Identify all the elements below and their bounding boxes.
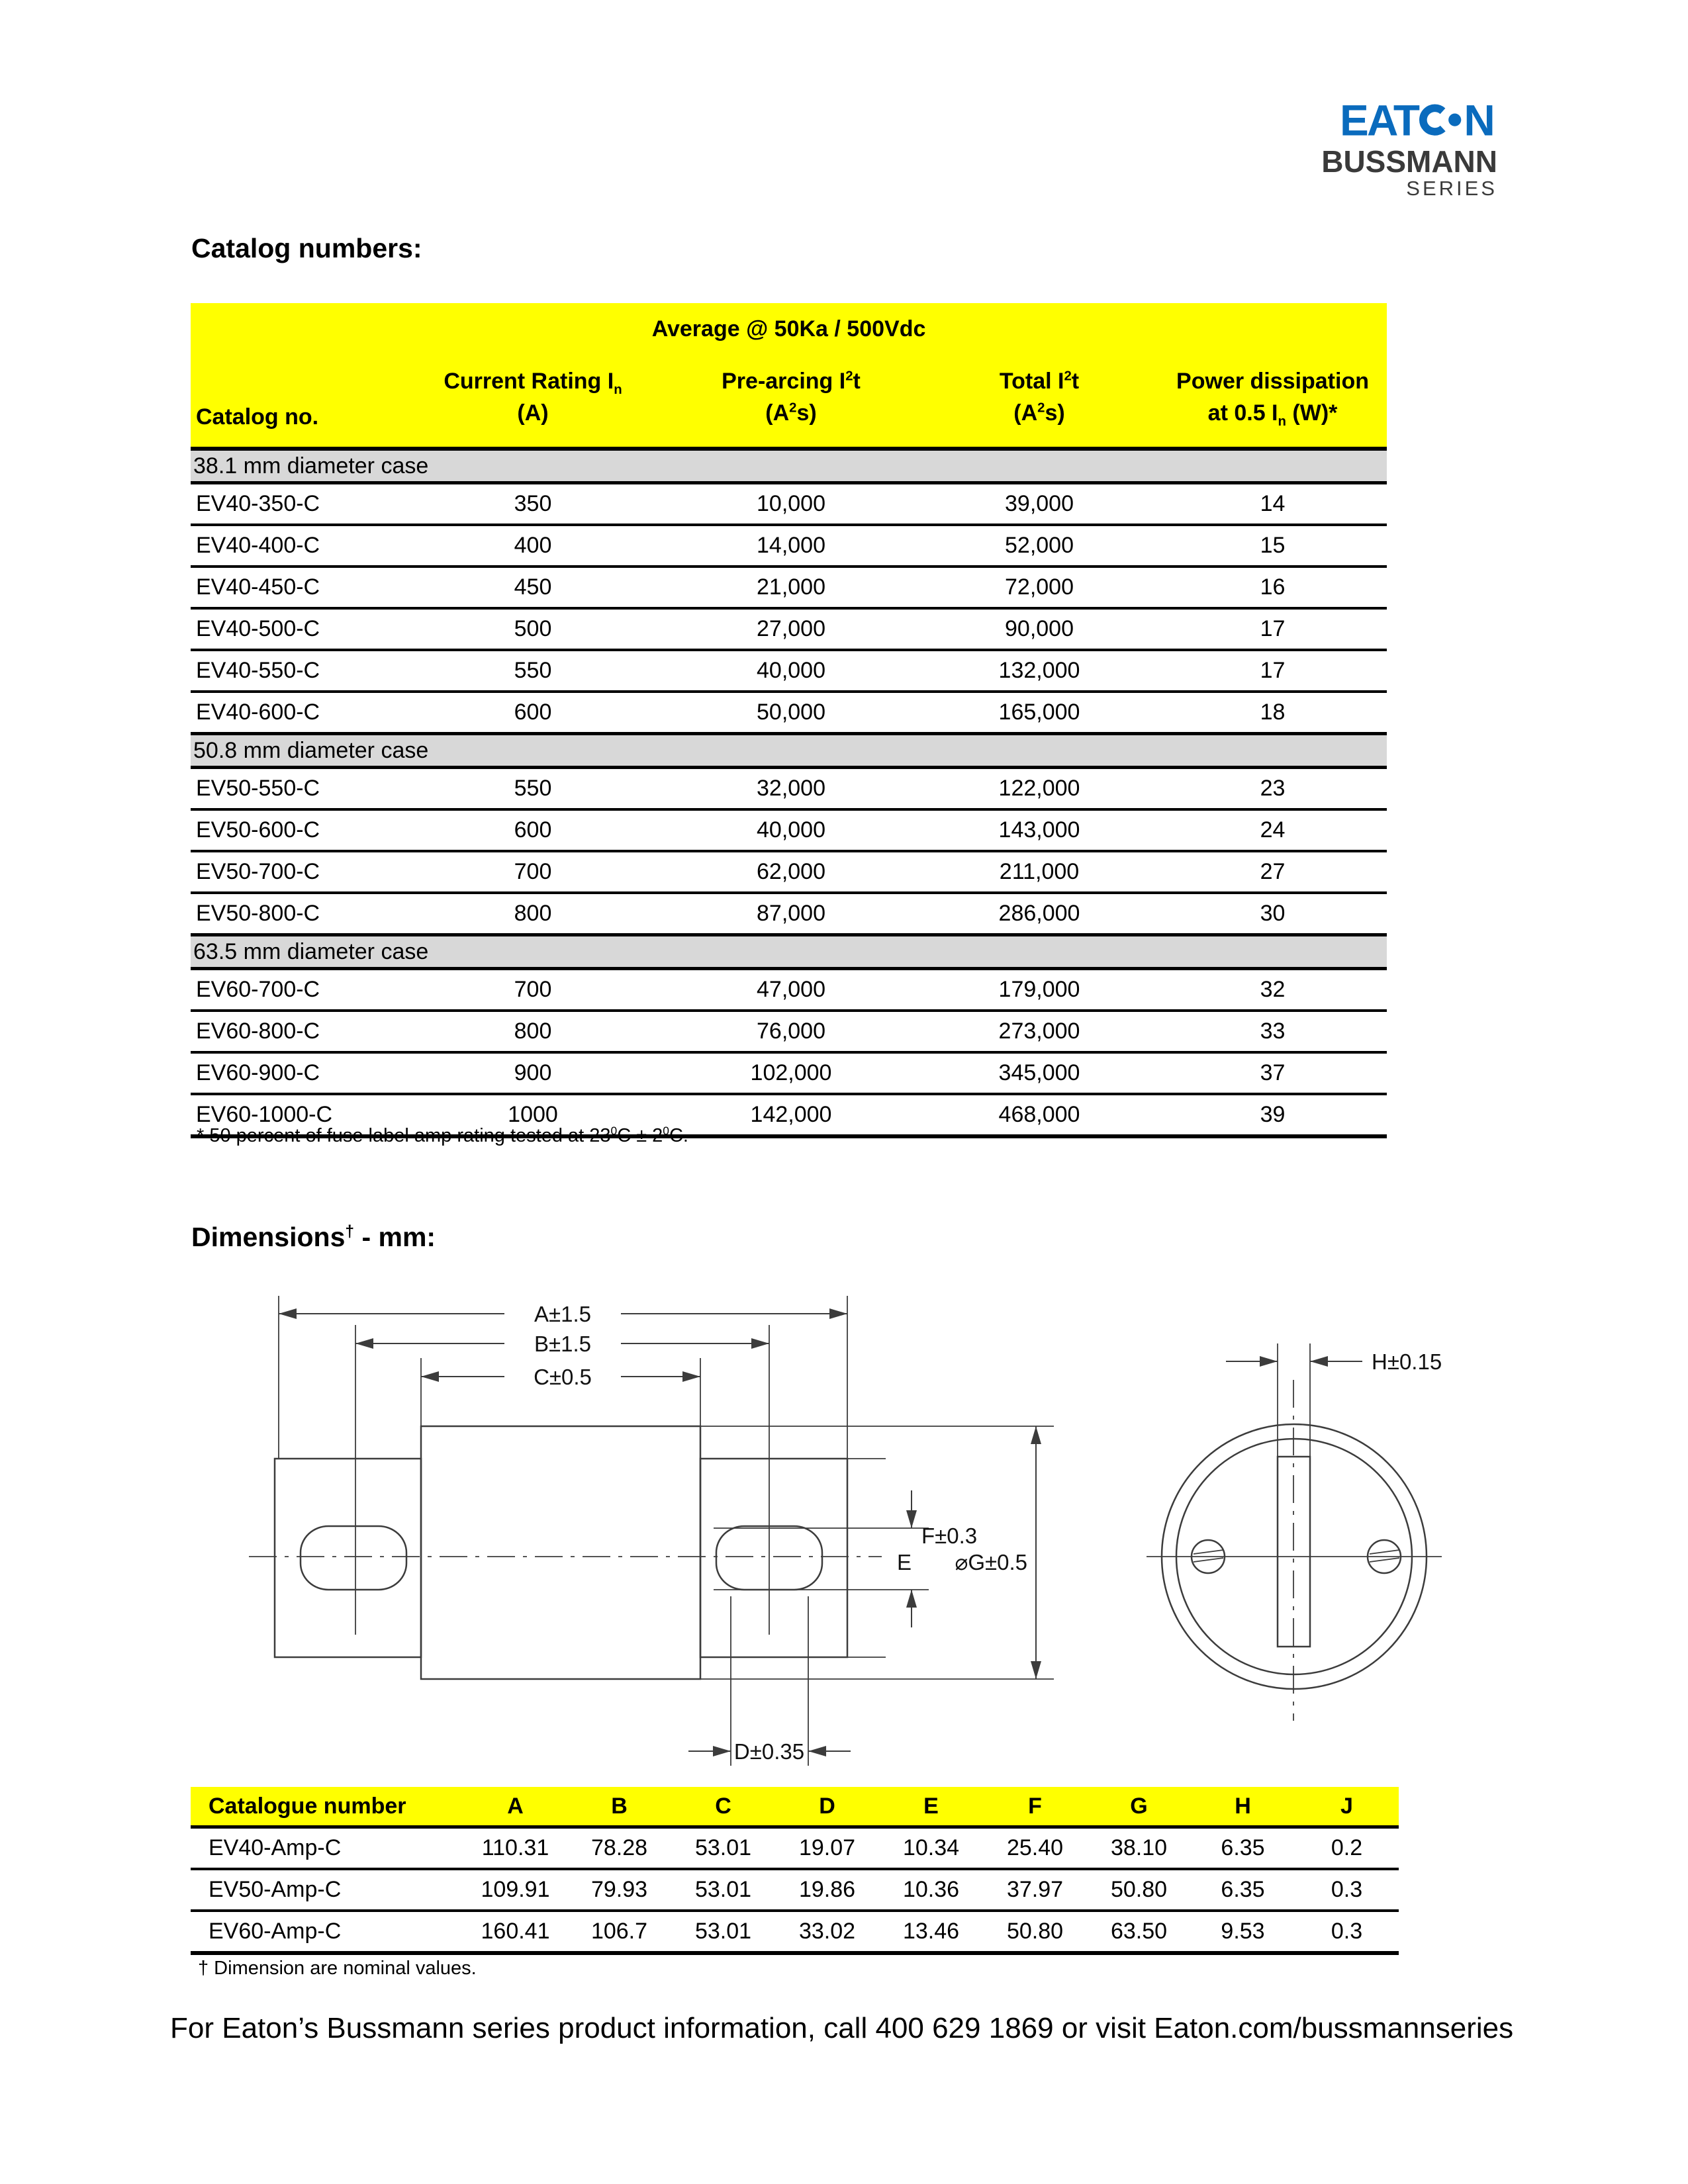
dim-label-d: D±0.35 [733, 1739, 805, 1764]
value-cell: 211,000 [999, 859, 1080, 884]
dimension-row [191, 1911, 1399, 1953]
catalog-row [191, 650, 1387, 692]
catalog-row [191, 483, 1387, 525]
value-cell: 40,000 [757, 658, 825, 683]
dimension-value-cell: 10.36 [902, 1877, 960, 1902]
col-header-G: G [1087, 1787, 1191, 1827]
dimension-value-cell: 6.35 [1221, 1835, 1265, 1860]
catalog-number-cell: EV40-400-C [196, 533, 320, 558]
fuse-side-view [249, 1296, 1054, 1766]
col-header-current-rating: Current Rating $I_n$ (A) [444, 369, 622, 426]
value-cell: 273,000 [998, 1019, 1080, 1044]
value-cell: 550 [514, 658, 552, 683]
catalog-number-cell: EV40-600-C [196, 700, 320, 725]
dimension-value-cell: 9.53 [1221, 1919, 1265, 1944]
col-header-C: C [671, 1787, 775, 1827]
dimensions-heading: Dimensions† - mm: [191, 1222, 436, 1252]
eaton-wordmark-icon [1340, 98, 1497, 144]
col-header-catalogue-number: Catalogue number [191, 1787, 463, 1827]
value-cell: 102,000 [750, 1060, 832, 1085]
fuse-left-endcap-outline [275, 1459, 421, 1657]
dimension-value-cell: 53.01 [694, 1919, 752, 1944]
section-label: 38.1 mm diameter case [191, 449, 1387, 483]
value-cell: 500 [514, 616, 552, 641]
value-cell: 900 [514, 1060, 552, 1085]
value-cell: 700 [514, 977, 552, 1002]
dimension-value-cell: 19.07 [798, 1835, 856, 1860]
col-header-J: J [1295, 1787, 1399, 1827]
dimension-value-cell: 0.3 [1331, 1877, 1363, 1902]
eaton-logo-crescent [1418, 103, 1451, 136]
value-cell: 87,000 [757, 901, 825, 926]
dimension-value-cell: 106.7 [590, 1919, 648, 1944]
value-cell: 1000 [508, 1102, 558, 1127]
eaton-logo [1321, 98, 1497, 200]
footer-contact-line: For Eaton’s Bussmann series product information, call 400 629 1869 or visit Eaton.com/bussmannseries [170, 2012, 1514, 2044]
catalogue-number-cell: EV50-Amp-C [209, 1877, 342, 1902]
section-label: 50.8 mm diameter case [191, 734, 1387, 768]
section-row [191, 449, 1387, 483]
catalog-row [191, 969, 1387, 1011]
catalog-number-cell: EV40-550-C [196, 658, 320, 683]
value-cell: 345,000 [998, 1060, 1080, 1085]
section-label: 63.5 mm diameter case [191, 935, 1387, 969]
col-header-catalog-no: Catalog no. [196, 404, 319, 430]
fuse-body-outline [421, 1426, 700, 1679]
col-header-total-i2t: Total $I^2t$ $(A^2s)$ [999, 369, 1080, 426]
col-header-pre-arcing: Pre-arcing $I^2t$ $(A^2s)$ [722, 369, 861, 426]
value-cell: 37 [1260, 1060, 1286, 1085]
dimension-row [191, 1827, 1399, 1870]
dimension-value-cell: 19.86 [798, 1877, 856, 1902]
dim-label-e: E [896, 1550, 912, 1574]
value-cell: 24 [1260, 817, 1286, 842]
dimensions-table [191, 1787, 1399, 1955]
catalog-number-cell: EV50-550-C [196, 776, 320, 801]
catalogue-number-cell: EV60-Amp-C [209, 1919, 342, 1944]
catalog-number-cell: EV40-350-C [196, 491, 320, 516]
value-cell: 27,000 [757, 616, 825, 641]
dimension-value-cell: 160.41 [481, 1919, 550, 1944]
value-cell: 143,000 [998, 817, 1080, 842]
value-cell: 18 [1260, 700, 1286, 725]
eaton-word-end: N [1464, 98, 1495, 144]
catalog-row [191, 851, 1387, 893]
section-row [191, 734, 1387, 768]
bussmann-label: BUSSMANN [1321, 144, 1497, 179]
value-cell: 165,000 [998, 700, 1080, 725]
dimensions-table-footnote: † Dimension are nominal values. [198, 1958, 477, 1979]
fuse-end-view [1147, 1343, 1442, 1721]
dimension-value-cell: 50.80 [1006, 1919, 1064, 1944]
value-cell: 17 [1260, 658, 1286, 683]
dimension-value-cell: 79.93 [590, 1877, 648, 1902]
value-cell: 76,000 [757, 1019, 825, 1044]
value-cell: 32,000 [757, 776, 825, 801]
dimension-row [191, 1869, 1399, 1911]
value-cell: 400 [514, 533, 552, 558]
catalog-number-cell: EV50-600-C [196, 817, 320, 842]
catalog-table-header [191, 303, 1387, 449]
col-header-F: F [983, 1787, 1087, 1827]
catalog-numbers-table [191, 303, 1387, 1138]
value-cell: 10,000 [757, 491, 825, 516]
dimension-value-cell: 25.40 [1006, 1835, 1064, 1860]
catalog-number-cell: EV60-1000-C [196, 1102, 333, 1127]
dim-label-a: A±1.5 [534, 1302, 591, 1326]
catalog-row [191, 768, 1387, 810]
eaton-logo-dot [1448, 114, 1461, 126]
col-header-E: E [879, 1787, 983, 1827]
dimension-value-cell: 33.02 [798, 1919, 856, 1944]
dimension-value-cell: 110.31 [481, 1835, 549, 1860]
value-cell: 32 [1260, 977, 1286, 1002]
dimension-value-cell: 10.34 [902, 1835, 960, 1860]
value-cell: 450 [514, 574, 552, 600]
catalog-row [191, 809, 1387, 851]
value-cell: 90,000 [1005, 616, 1074, 641]
dimension-value-cell: 0.3 [1331, 1919, 1363, 1944]
value-cell: 62,000 [757, 859, 825, 884]
catalog-row [191, 1052, 1387, 1094]
catalog-number-cell: EV40-450-C [196, 574, 320, 600]
value-cell: 21,000 [757, 574, 825, 600]
catalog-number-cell: EV60-700-C [196, 977, 320, 1002]
value-cell: 286,000 [998, 901, 1080, 926]
dimension-value-cell: 109.91 [481, 1877, 550, 1902]
dimension-value-cell: 53.01 [694, 1835, 752, 1860]
dimension-value-cell: 53.01 [694, 1877, 752, 1902]
eaton-word-start: EAT [1340, 98, 1419, 144]
dim-label-b: B±1.5 [534, 1332, 591, 1356]
value-cell: 47,000 [757, 977, 825, 1002]
catalog-row [191, 692, 1387, 734]
value-cell: 14 [1260, 491, 1286, 516]
value-cell: 33 [1260, 1019, 1286, 1044]
catalog-row [191, 608, 1387, 650]
catalog-number-cell: EV50-800-C [196, 901, 320, 926]
blade-extension-stubs [847, 1459, 886, 1657]
value-cell: 27 [1260, 859, 1286, 884]
dimension-value-cell: 37.97 [1006, 1877, 1064, 1902]
dimension-value-cell: 6.35 [1221, 1877, 1265, 1902]
value-cell: 132,000 [998, 658, 1080, 683]
value-cell: 350 [514, 491, 552, 516]
catalog-row [191, 1011, 1387, 1052]
catalog-table-footnote: * 50 percent of fuse label amp rating tested at $23^0C \pm 2^0C$. [197, 1124, 688, 1146]
dim-label-g: ⌀G±0.5 [955, 1550, 1027, 1574]
col-header-D: D [775, 1787, 879, 1827]
col-header-H: H [1191, 1787, 1295, 1827]
value-cell: 800 [514, 1019, 552, 1044]
dim-label-f: F±0.3 [921, 1524, 978, 1548]
value-cell: 700 [514, 859, 552, 884]
series-label: SERIES [1406, 177, 1497, 200]
dim-label-h: H±0.15 [1372, 1349, 1442, 1374]
value-cell: 39 [1260, 1102, 1286, 1127]
catalog-row [191, 893, 1387, 935]
catalogue-number-cell: EV40-Amp-C [209, 1835, 342, 1860]
fuse-dimension-drawing [218, 1271, 1575, 1774]
value-cell: 39,000 [1005, 491, 1074, 516]
col-header-B: B [567, 1787, 671, 1827]
catalog-number-cell: EV50-700-C [196, 859, 320, 884]
col-header-power-dissipation: Power dissipation at 0.5 $I_n$ (W)* [1176, 369, 1369, 429]
dimension-value-cell: 50.80 [1110, 1877, 1168, 1902]
value-cell: 600 [514, 817, 552, 842]
value-cell: 16 [1260, 574, 1286, 600]
dimension-value-cell: 78.28 [590, 1835, 648, 1860]
col-header-A: A [463, 1787, 567, 1827]
dimension-value-cell: 13.46 [902, 1919, 960, 1944]
catalog-row [191, 525, 1387, 567]
value-cell: 142,000 [750, 1102, 832, 1127]
value-cell: 14,000 [757, 533, 825, 558]
value-cell: 30 [1260, 901, 1286, 926]
value-cell: 179,000 [998, 977, 1080, 1002]
average-span-header: Average @ 50Ka / 500Vdc [651, 316, 926, 341]
value-cell: 468,000 [998, 1102, 1080, 1127]
dimension-value-cell: 38.10 [1110, 1835, 1168, 1860]
fuse-right-endcap-outline [700, 1459, 847, 1657]
value-cell: 122,000 [998, 776, 1080, 801]
value-cell: 40,000 [757, 817, 825, 842]
dimension-value-cell: 0.2 [1331, 1835, 1363, 1860]
dimensions-table-header [191, 1787, 1399, 1827]
value-cell: 52,000 [1005, 533, 1074, 558]
value-cell: 72,000 [1005, 574, 1074, 600]
catalog-number-cell: EV40-500-C [196, 616, 320, 641]
value-cell: 17 [1260, 616, 1286, 641]
value-cell: 550 [514, 776, 552, 801]
left-slot-outline [301, 1526, 406, 1590]
value-cell: 15 [1260, 533, 1286, 558]
right-screw-slot-lines [1370, 1550, 1399, 1562]
value-cell: 600 [514, 700, 552, 725]
catalog-numbers-heading: Catalog numbers: [191, 233, 422, 263]
dimension-value-cell: 63.50 [1110, 1919, 1168, 1944]
value-cell: 50,000 [757, 700, 825, 725]
dim-label-c: C±0.5 [534, 1365, 592, 1389]
value-cell: 23 [1260, 776, 1286, 801]
left-screw-slot-lines [1194, 1550, 1223, 1562]
catalog-row [191, 567, 1387, 608]
catalog-number-cell: EV60-900-C [196, 1060, 320, 1085]
value-cell: 800 [514, 901, 552, 926]
section-row [191, 935, 1387, 969]
catalog-number-cell: EV60-800-C [196, 1019, 320, 1044]
